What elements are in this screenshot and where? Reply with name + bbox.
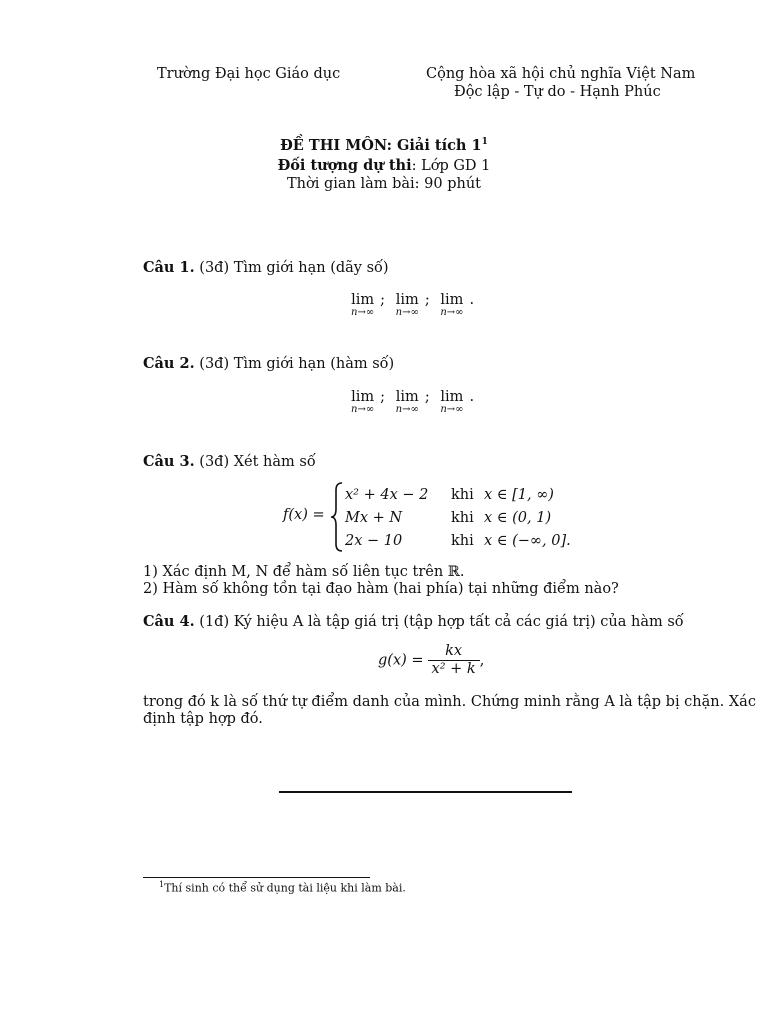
case-condition: x ∈ [1, ∞) bbox=[484, 487, 554, 503]
question-4 bbox=[143, 613, 684, 630]
footnote-divider bbox=[143, 877, 370, 878]
question-4-formula bbox=[378, 643, 484, 678]
case-condition: x ∈ (−∞, 0]. bbox=[484, 533, 571, 549]
end-divider bbox=[279, 791, 572, 793]
question-4-paragraph-line-1: trong đó k là số thứ tự điểm danh của mình. Chứng minh rằng A là tập bị chặn. Xác bbox=[143, 694, 756, 710]
case-khi: khi bbox=[451, 510, 474, 526]
piecewise-cases bbox=[345, 485, 571, 554]
case-khi: khi bbox=[451, 533, 474, 549]
footnote-text: Thí sinh có thể sử dụng tài liệu khi làm bài. bbox=[164, 881, 406, 895]
footnote-mark: 1 bbox=[159, 880, 165, 889]
left-brace-icon bbox=[330, 482, 344, 552]
limit-expression: lim n→∞ bbox=[440, 389, 464, 415]
question-3-label: Câu 3. bbox=[143, 453, 195, 470]
limit-expression: lim n→∞ bbox=[351, 292, 375, 318]
case-expression: 2x − 10 bbox=[345, 533, 403, 549]
exam-time: Thời gian làm bài: 90 phút bbox=[286, 176, 482, 192]
formula-function-name: g(x) = bbox=[378, 652, 424, 669]
question-1 bbox=[143, 259, 389, 276]
exam-title bbox=[0, 137, 768, 154]
formula-fraction bbox=[428, 643, 480, 678]
case-row bbox=[345, 531, 571, 554]
question-4-text: (1đ) Ký hiệu A là tập giá trị (tập hợp tất cả các giá trị) của hàm số bbox=[199, 614, 684, 630]
exam-audience bbox=[0, 157, 768, 174]
question-3-text: (3đ) Xét hàm số bbox=[199, 454, 316, 470]
question-4-paragraph-line-2: định tập hợp đó. bbox=[143, 711, 263, 727]
footnote bbox=[159, 880, 406, 895]
question-1-limits: lim n→∞ ; lim n→∞ ; lim n→∞ . bbox=[351, 292, 475, 318]
case-khi: khi bbox=[451, 487, 474, 503]
fraction-denominator: x² + k bbox=[431, 661, 476, 677]
fraction-numerator: kx bbox=[428, 643, 480, 661]
limit-expression: lim n→∞ bbox=[351, 389, 375, 415]
question-2 bbox=[143, 355, 394, 372]
question-2-text: (3đ) Tìm giới hạn (hàm số) bbox=[199, 356, 395, 372]
school-name: Trường Đại học Giáo dục bbox=[157, 66, 341, 82]
limit-expression: lim n→∞ bbox=[395, 389, 419, 415]
case-row bbox=[345, 485, 571, 508]
question-1-label: Câu 1. bbox=[143, 259, 195, 276]
motto: Độc lập - Tự do - Hạnh Phúc bbox=[454, 84, 661, 100]
footnote-ref: 1 bbox=[481, 137, 488, 148]
audience-label: Đối tượng dự thi bbox=[277, 157, 412, 174]
audience-value: : Lớp GD 1 bbox=[411, 158, 491, 174]
question-1-text: (3đ) Tìm giới hạn (dãy số) bbox=[199, 260, 389, 276]
question-2-label: Câu 2. bbox=[143, 355, 195, 372]
question-4-label: Câu 4. bbox=[143, 613, 195, 630]
question-2-limits: lim n→∞ ; lim n→∞ ; lim n→∞ . bbox=[351, 389, 475, 415]
question-3-item-1: 1) Xác định M, N để hàm số liên tục trên ℝ. bbox=[143, 564, 465, 580]
limit-expression: lim n→∞ bbox=[395, 292, 419, 318]
question-3 bbox=[143, 453, 316, 470]
formula-trailing-comma: , bbox=[479, 652, 485, 669]
case-expression: x² + 4x − 2 bbox=[345, 487, 429, 503]
case-row bbox=[345, 508, 571, 531]
case-expression: Mx + N bbox=[345, 510, 403, 526]
country-name: Cộng hòa xã hội chủ nghĩa Việt Nam bbox=[426, 66, 696, 82]
case-condition: x ∈ (0, 1) bbox=[484, 510, 552, 526]
question-3-item-2: 2) Hàm số không tồn tại đạo hàm (hai phía) tại những điểm nào? bbox=[143, 581, 619, 597]
limit-expression: lim n→∞ bbox=[440, 292, 464, 318]
piecewise-function-name: f(x) = bbox=[283, 507, 325, 523]
exam-title-text: ĐỀ THI MÔN: Giải tích 1 bbox=[280, 137, 482, 154]
